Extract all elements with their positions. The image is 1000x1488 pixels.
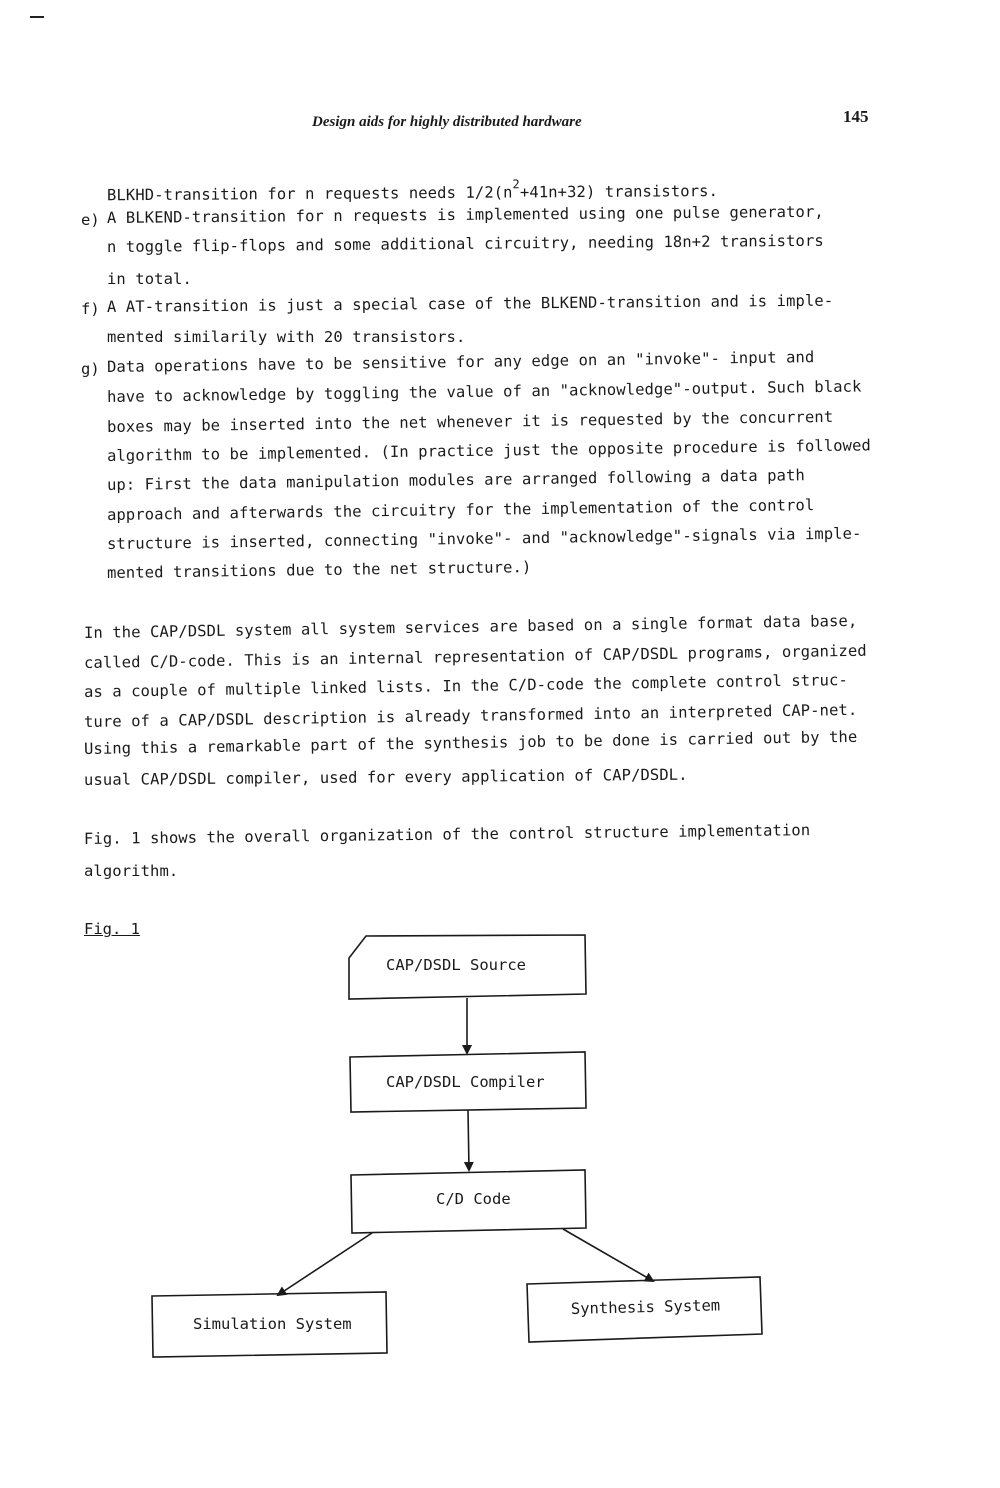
item-f-marker: f) [81,300,100,318]
arrow-compiler-to-cdcode [468,1110,469,1170]
para-1-line-4: ture of a CAP/DSDL description is already transformed into an interpreted CAP-net. [83,700,858,731]
source-box [349,935,586,999]
para-1-line-1: In the CAP/DSDL system all system services are based on a single format data base, [83,611,858,642]
item-g-line-2: have to acknowledge by toggling the value of an "acknowledge"-output. Such black [106,377,862,406]
item-g-line-5: up: First the data manipulation modules are arranged following a data path [106,466,806,494]
item-g-marker: g) [81,360,100,378]
synthesis-box-label: Synthesis System [570,1296,721,1318]
item-g-line-3: boxes may be inserted into the net whenever it is requested by the concurrent [106,407,834,436]
item-e-marker: e) [81,211,100,229]
source-box-label: CAP/DSDL Source [386,956,526,974]
page-number: 145 [843,107,869,126]
item-g-line-8: mented transitions due to the net structure.) [106,558,532,582]
item-d-superscript: 2 [512,177,520,192]
item-g-line-1: Data operations have to be sensitive for any edge on an "invoke"- input and [106,348,815,376]
cdcode-box-label: C/D Code [436,1190,511,1208]
item-g-line-4: algorithm to be implemented. (In practice just the opposite procedure is followed [106,436,872,465]
simulation-box [152,1292,387,1357]
item-f-line-1: A AT-transition is just a special case of the BLKEND-transition and is imple- [106,291,834,316]
running-head: Design aids for highly distributed hardware [312,114,582,130]
simulation-box-label: Simulation System [193,1315,352,1333]
para-2-line-1: Fig. 1 shows the overall organization of the control structure implementation [83,821,811,848]
arrow-cdcode-to-synthesis [563,1229,653,1281]
compiler-box [350,1052,586,1112]
item-e-line-3: in total. [107,270,192,288]
figure-label: Fig. 1 [84,920,140,938]
para-1-line-6: usual CAP/DSDL compiler, used for every application of CAP/DSDL. [83,765,688,789]
para-1-line-5: Using this a remarkable part of the synthesis job to be done is carried out by the [83,727,858,758]
para-1-line-2: called C/D-code. This is an internal representation of CAP/DSDL programs, organized [83,641,867,672]
para-2-line-2: algorithm. [84,862,179,880]
para-1-line-3: as a couple of multiple linked lists. In the C/D-code the complete control struc- [83,671,849,701]
item-g-line-6: approach and afterwards the circuitry for the implementation of the control [106,496,815,524]
item-f-line-2: mented similarily with 20 transistors. [107,328,466,346]
item-d-text-before: BLKHD-transition for n requests needs 1/2(n [106,183,513,205]
arrow-cdcode-to-simulation [278,1233,372,1295]
item-d-text-after: +41n+32) transistors. [519,182,719,202]
item-e-line-1: A BLKEND-transition for n requests is implemented using one pulse generator, [106,202,824,227]
item-g-line-7: structure is inserted, connecting "invoke"- and "acknowledge"-signals via imple- [106,524,862,553]
item-e-line-2: n toggle flip-flops and some additional circuitry, needing 18n+2 transistors [106,231,824,256]
cdcode-box [351,1170,586,1233]
compiler-box-label: CAP/DSDL Compiler [386,1073,545,1091]
synthesis-box [527,1277,762,1342]
